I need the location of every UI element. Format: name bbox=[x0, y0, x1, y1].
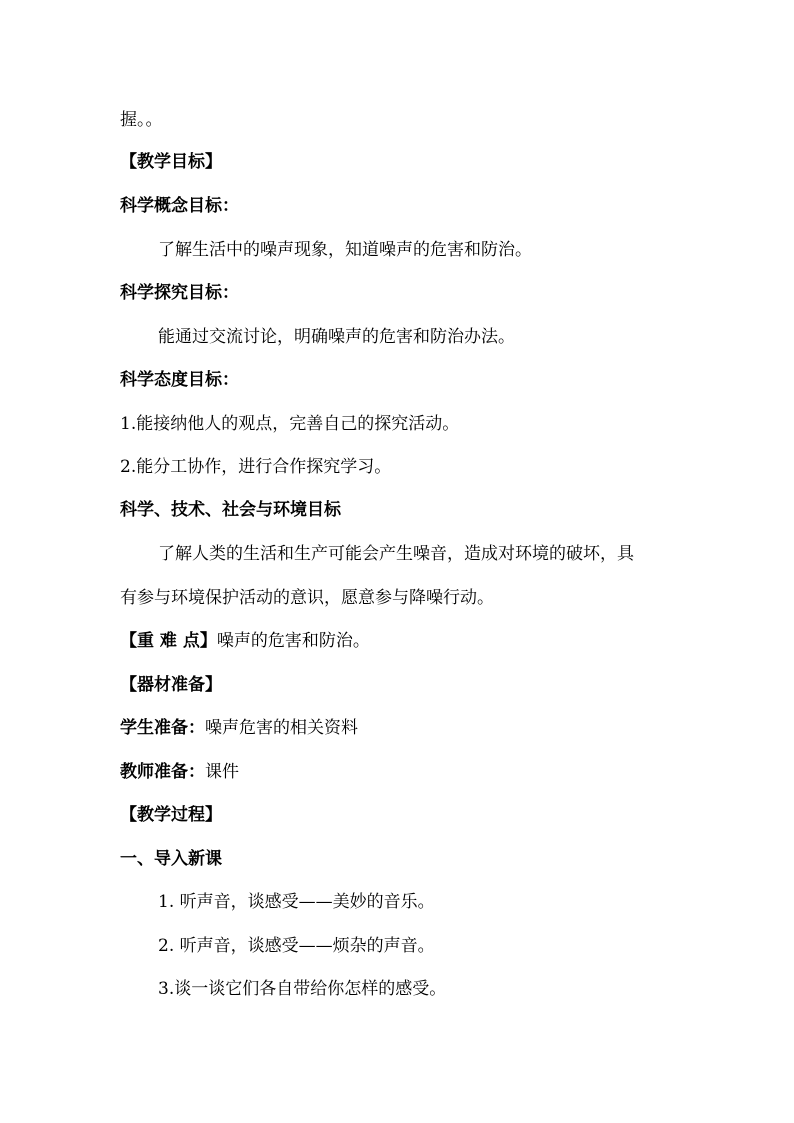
heading-concept-goal: 科学概念目标： bbox=[120, 196, 239, 216]
list-item-step-3: 3.谈一谈它们各自带给你怎样的感受。 bbox=[158, 979, 447, 999]
heading-materials: 【器材准备】 bbox=[120, 675, 222, 695]
teacher-prep-line bbox=[120, 762, 794, 782]
list-item-attitude-1: 1.能接纳他人的观点，完善自己的探究活动。 bbox=[120, 414, 460, 434]
heading-teaching-process: 【教学过程】 bbox=[120, 805, 222, 825]
paragraph-inquiry-goal: 能通过交流讨论，明确噪声的危害和防治办法。 bbox=[158, 327, 515, 347]
student-prep-line bbox=[120, 718, 794, 738]
paragraph-sts-goal-1: 了解人类的生活和生产可能会产生噪音，造成对环境的破坏，具 bbox=[158, 544, 634, 564]
heading-teaching-goals: 【教学目标】 bbox=[120, 152, 222, 172]
text-line: 握。。 bbox=[120, 110, 163, 130]
list-item-attitude-2: 2.能分工协作，进行合作探究学习。 bbox=[120, 457, 392, 477]
key-points-label: 【重 难 点】 bbox=[120, 631, 217, 651]
list-item-step-2: 2. 听声音，谈感受——烦杂的声音。 bbox=[158, 936, 435, 956]
heading-attitude-goal: 科学态度目标： bbox=[120, 370, 239, 390]
heading-section-intro: 一、导入新课 bbox=[120, 849, 222, 869]
teacher-prep-text: 课件 bbox=[205, 762, 239, 782]
list-item-step-1: 1. 听声音，谈感受——美妙的音乐。 bbox=[158, 892, 435, 912]
heading-sts-goal: 科学、技术、社会与环境目标 bbox=[120, 500, 341, 520]
student-prep-label: 学生准备： bbox=[120, 718, 205, 738]
key-points-line bbox=[120, 631, 794, 651]
student-prep-text: 噪声危害的相关资料 bbox=[205, 718, 358, 738]
key-points-text: 噪声的危害和防治。 bbox=[216, 631, 370, 651]
heading-inquiry-goal: 科学探究目标： bbox=[120, 283, 239, 303]
teacher-prep-label: 教师准备： bbox=[120, 762, 205, 782]
paragraph-sts-goal-2: 有参与环境保护活动的意识，愿意参与降噪行动。 bbox=[120, 588, 494, 608]
paragraph-concept-goal: 了解生活中的噪声现象，知道噪声的危害和防治。 bbox=[158, 240, 532, 260]
